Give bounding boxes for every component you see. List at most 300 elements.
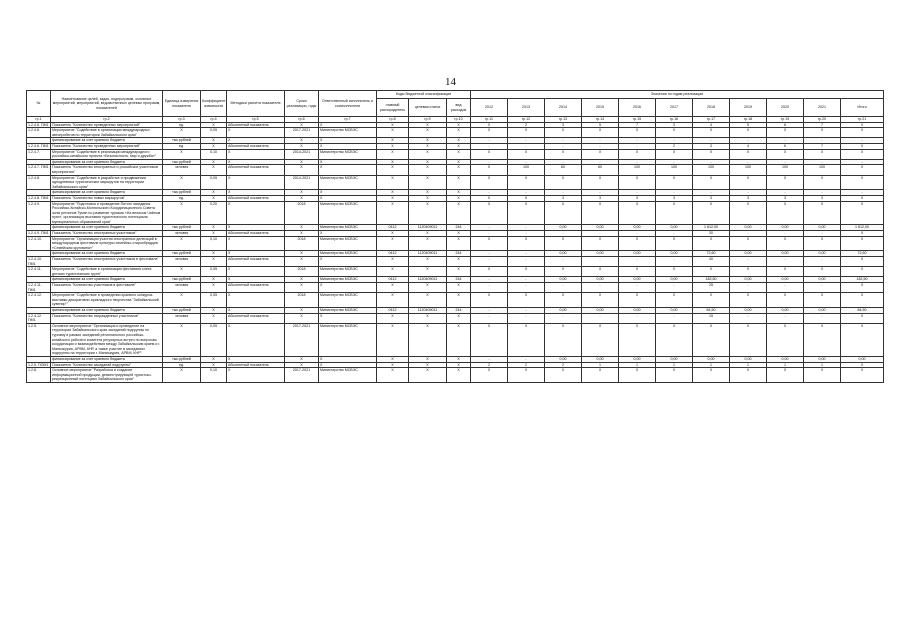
table-cell: X xyxy=(201,362,227,368)
table-cell: X xyxy=(227,201,285,225)
table-cell: X xyxy=(804,236,841,251)
table-row xyxy=(27,313,884,323)
table-cell: - xyxy=(508,251,545,257)
table-cell: X xyxy=(285,159,319,165)
table-cell: - xyxy=(508,307,545,313)
table-cell: - xyxy=(582,159,619,165)
table-cell: X xyxy=(201,190,227,196)
table-cell: Абсолютный показатель xyxy=(227,362,285,368)
table-cell: 0,05 xyxy=(201,323,227,356)
table-cell: X xyxy=(447,165,471,175)
table-cell: 7 xyxy=(804,143,841,149)
table-cell: X xyxy=(804,175,841,190)
table-cell: - xyxy=(693,159,730,165)
table-cell: 2014-2021 xyxy=(285,149,319,159)
table-cell: 25 xyxy=(693,283,730,293)
table-cell: 0,00 xyxy=(545,225,582,231)
table-cell: X xyxy=(447,236,471,251)
table-cell: 0,00 xyxy=(767,307,804,313)
header-budget-codes: Коды бюджетной классификации xyxy=(377,91,471,99)
table-cell: X xyxy=(693,128,730,138)
table-cell: X xyxy=(471,201,508,225)
table-cell: 244 xyxy=(447,307,471,313)
table-cell: 0,10 xyxy=(201,368,227,383)
table-cell: X xyxy=(409,368,447,383)
table-cell: X xyxy=(201,277,227,283)
table-cell: 1.2.4.8. ПМ1 xyxy=(28,195,49,200)
table-cell: 0,00 xyxy=(730,251,767,257)
table-cell: X xyxy=(285,190,319,196)
table-cell: X xyxy=(545,293,582,308)
table-cell: - xyxy=(471,277,508,283)
table-cell: X xyxy=(227,323,285,356)
table-cell: X xyxy=(409,257,447,267)
table-cell: X xyxy=(227,293,285,308)
table-cell: - xyxy=(730,190,767,196)
column-number: гр.5 xyxy=(227,117,285,123)
table-row xyxy=(27,149,884,159)
table-cell: тыс.рублей xyxy=(163,138,201,144)
table-cell: 3 xyxy=(730,195,767,201)
table-cell: X xyxy=(508,323,545,356)
column-number: гр.8 xyxy=(377,117,409,123)
table-row xyxy=(27,257,884,267)
table-cell: 0,00 xyxy=(582,225,619,231)
table-cell: Министерство МСВЭС xyxy=(319,368,377,383)
table-cell: 1.2.4.9. ПМ1 xyxy=(28,231,49,236)
table-cell: - xyxy=(545,143,582,149)
table-cell: Показатель "Количество проведенных мероприятий" xyxy=(51,122,163,128)
table-cell: - xyxy=(508,231,545,237)
table-cell: 2 xyxy=(656,143,693,149)
table-cell: X xyxy=(447,195,471,201)
header-year: Итого xyxy=(841,99,884,117)
table-row xyxy=(27,201,884,225)
table-cell: X xyxy=(545,149,582,159)
table-cell: X xyxy=(201,225,227,231)
table-cell: X xyxy=(201,165,227,175)
table-cell: человек xyxy=(163,283,201,293)
table-cell: X xyxy=(285,277,319,283)
column-number: гр.16 xyxy=(656,117,693,123)
table-cell: X xyxy=(163,323,201,356)
table-cell: X xyxy=(619,236,656,251)
table-cell: - xyxy=(508,313,545,323)
table-cell: X xyxy=(767,175,804,190)
header-values-by-year: Значения по годам реализации xyxy=(471,91,884,99)
header-year: 2015 xyxy=(582,99,619,117)
table-cell: - xyxy=(841,190,884,196)
table-cell: Абсолютный показатель xyxy=(227,122,285,128)
table-cell: X xyxy=(545,128,582,138)
table-cell: X xyxy=(804,368,841,383)
table-cell: X xyxy=(767,149,804,159)
table-cell: 6 xyxy=(767,143,804,149)
table-cell: Основное мероприятие "Организация и проведение на территории Забайкальского края заседаний подгруппы по туризму в рамках заседаний регионального российско-китайского рабочего комитета регулярных встреч по вопросам координации и взаимодействия между Забайкальским краем и г. Маньчжурия, АРВМ, КНР, а также участие в заседаниях подгруппы на территории г. Маньчжурия, АРВМ, КНР" xyxy=(51,323,163,356)
table-cell: X xyxy=(201,283,227,293)
table-cell: X xyxy=(447,257,471,267)
table-cell: X xyxy=(201,257,227,267)
table-cell: X xyxy=(285,231,319,237)
table-cell: - xyxy=(508,159,545,165)
table-cell: - xyxy=(545,283,582,293)
table-cell: X xyxy=(409,122,447,128)
table-cell: 0,00 xyxy=(545,251,582,257)
table-cell: X xyxy=(377,267,409,277)
table-cell: X xyxy=(319,283,377,293)
table-cell: 0 xyxy=(471,195,508,201)
table-cell: - xyxy=(545,138,582,144)
table-cell: X xyxy=(582,323,619,356)
column-number: гр.11 xyxy=(471,117,508,123)
table-cell: X xyxy=(409,149,447,159)
table-cell: X xyxy=(804,201,841,225)
table-cell: - xyxy=(508,257,545,267)
table-cell: X xyxy=(319,257,377,267)
table-cell: X xyxy=(767,293,804,308)
column-number: гр.21 xyxy=(841,117,884,123)
table-cell: - xyxy=(656,283,693,293)
table-cell: X xyxy=(508,236,545,251)
table-cell: Показатель "Количество проведенных мероприятий" xyxy=(51,143,163,149)
table-cell: X xyxy=(619,323,656,356)
table-cell: X xyxy=(163,149,201,159)
table-cell: Мероприятие "Содействие в организации международных автопробегов по территории Забайкальского края" xyxy=(51,128,163,138)
table-cell: 0412 xyxy=(377,307,409,313)
table-cell: 1120409011 xyxy=(409,251,447,257)
page-number: 14 xyxy=(445,76,456,88)
table-cell: X xyxy=(582,267,619,277)
table-cell: X xyxy=(508,293,545,308)
table-cell: 1 xyxy=(767,362,804,368)
table-cell: 1 xyxy=(619,362,656,368)
table-cell: 2017-2021 xyxy=(285,128,319,138)
table-cell: Абсолютный показатель xyxy=(227,231,285,237)
table-cell: - xyxy=(508,356,545,362)
table-cell: 0,00 xyxy=(730,356,767,362)
table-cell: X xyxy=(471,236,508,251)
table-cell: X xyxy=(377,236,409,251)
table-cell: X xyxy=(227,307,285,313)
table-cell: - xyxy=(693,138,730,144)
table-cell: 1.2.4.7. ПМ1 xyxy=(27,165,51,175)
table-cell: 1 xyxy=(730,362,767,368)
header-year: 2014 xyxy=(545,99,582,117)
table-cell: X xyxy=(693,323,730,356)
table-cell: X xyxy=(201,143,227,149)
table-cell: X xyxy=(508,128,545,138)
table-cell: Абсолютный показатель xyxy=(227,313,285,323)
table-cell: X xyxy=(508,175,545,190)
table-cell: X xyxy=(447,122,471,128)
table-cell: X xyxy=(377,165,409,175)
table-cell: 3 xyxy=(767,195,804,201)
table-cell: X xyxy=(409,165,447,175)
table-cell: X xyxy=(656,323,693,356)
table-cell: 0,00 xyxy=(656,251,693,257)
table-cell: X xyxy=(508,201,545,225)
table-cell: X xyxy=(377,293,409,308)
table-cell: X xyxy=(163,175,201,190)
table-cell: X xyxy=(201,251,227,257)
table-cell: X xyxy=(471,323,508,356)
table-cell: - xyxy=(582,257,619,267)
table-cell: - xyxy=(471,356,508,362)
table-cell: X xyxy=(285,225,319,231)
table-cell: X xyxy=(227,149,285,159)
table-cell: 100 xyxy=(730,165,767,175)
table-cell: - xyxy=(471,159,508,165)
table-cell: X xyxy=(841,293,884,308)
header-year: 2016 xyxy=(619,99,656,117)
table-cell: Мероприятие "Содействие в разработке и продвижении однодневных туристических маршрутов на территории Забайкальского края" xyxy=(51,175,163,190)
table-cell: 1120409011 xyxy=(409,307,447,313)
table-cell: 1.2.4.11. ПМ1 xyxy=(27,283,51,293)
table-cell: X xyxy=(409,236,447,251)
table-cell: 0,00 xyxy=(656,356,693,362)
table-cell: X xyxy=(201,138,227,144)
table-cell: X xyxy=(163,293,201,308)
table-cell: X xyxy=(227,368,285,383)
table-cell: 5 xyxy=(582,122,619,128)
table-cell: 0,00 xyxy=(545,356,582,362)
table-cell: 4 xyxy=(730,143,767,149)
table-cell: - xyxy=(471,257,508,267)
table-cell: 0,00 xyxy=(582,356,619,362)
table-cell: - xyxy=(804,313,841,323)
table-cell: X xyxy=(730,236,767,251)
table-cell: 1.2.6. xyxy=(27,368,51,383)
table-cell: - xyxy=(619,283,656,293)
table-row xyxy=(27,368,884,383)
table-cell: 3 xyxy=(804,195,841,201)
table-cell: 3 xyxy=(582,195,619,201)
table-cell: 1.2.4.6. ПМ1 xyxy=(28,122,49,127)
table-cell: X xyxy=(508,368,545,383)
table-cell: Мероприятие "Содействие в реализации международного российско-китайского проекта «Безопасность, мир и дружба»" xyxy=(51,149,163,159)
table-cell: X xyxy=(409,231,447,237)
header-year: 2021 xyxy=(804,99,841,117)
table-row xyxy=(27,128,884,138)
table-cell: X xyxy=(377,195,409,201)
table-cell: - xyxy=(545,190,582,196)
table-cell: X xyxy=(730,368,767,383)
table-cell: 84,50 xyxy=(841,307,884,313)
column-number: гр.1 xyxy=(27,117,51,123)
column-number: гр.17 xyxy=(693,117,730,123)
table-cell: 0 xyxy=(471,122,508,128)
table-cell: 1 xyxy=(804,362,841,368)
table-cell: X xyxy=(582,128,619,138)
table-cell: ед. xyxy=(163,143,201,149)
table-cell: - xyxy=(508,143,545,149)
table-cell: X xyxy=(377,138,409,144)
table-cell: X xyxy=(319,313,377,323)
table-cell: 1120409011 xyxy=(409,225,447,231)
column-number: гр.6 xyxy=(285,117,319,123)
table-cell: - xyxy=(656,190,693,196)
table-cell: X xyxy=(377,190,409,196)
table-cell: X xyxy=(163,236,201,251)
table-cell: человек xyxy=(163,165,201,175)
table-cell: - xyxy=(545,313,582,323)
table-cell: 3 xyxy=(545,122,582,128)
table-cell: финансирование за счет краевого бюджета xyxy=(51,138,163,144)
table-cell: 0412 xyxy=(377,277,409,283)
table-cell: 0,10 xyxy=(201,149,227,159)
table-cell: X xyxy=(285,257,319,267)
table-cell: - xyxy=(730,257,767,267)
table-cell: - xyxy=(471,225,508,231)
table-cell: X xyxy=(471,368,508,383)
table-cell: X xyxy=(319,165,377,175)
header-year: 2020 xyxy=(767,99,804,117)
table-cell: 3 xyxy=(693,143,730,149)
table-cell: Показатель "Количество участников в фестивале" xyxy=(51,283,163,293)
table-cell: Министерство МСВЭС xyxy=(319,293,377,308)
table-cell: тыс.рублей xyxy=(163,307,201,313)
table-cell: Показатель "Количество иностранных участников в фестивале" xyxy=(51,257,163,267)
header-year: 2017 xyxy=(656,99,693,117)
table-cell: X xyxy=(285,138,319,144)
table-cell: Мероприятие "Содействие в проведении краевого конкурса-выставки декоративно-прикладного творчества "Забайкальский сувенир"" xyxy=(51,293,163,308)
table-cell: 3 xyxy=(656,122,693,128)
table-cell: 0,00 xyxy=(619,356,656,362)
table-cell: 0,00 xyxy=(582,307,619,313)
table-cell: 2017-2021 xyxy=(285,323,319,356)
table-cell: X xyxy=(619,149,656,159)
table-cell: X xyxy=(377,143,409,149)
table-cell: - xyxy=(471,283,508,293)
table-cell: 100 xyxy=(508,165,545,175)
table-cell: X xyxy=(377,283,409,293)
table-cell: 3 xyxy=(693,195,730,201)
table-cell: X xyxy=(377,128,409,138)
table-cell: 0,05 xyxy=(201,267,227,277)
table-cell: X xyxy=(508,149,545,159)
header-terms: Сроки реализации, годы xyxy=(285,91,319,117)
table-cell: X xyxy=(447,128,471,138)
table-cell: - xyxy=(730,138,767,144)
header-coefficient: Коэффициент значимости xyxy=(201,91,227,117)
table-cell: X xyxy=(201,356,227,362)
table-cell: X xyxy=(693,236,730,251)
table-cell: X xyxy=(319,362,377,368)
table-cell: тыс.рублей xyxy=(163,356,201,362)
table-cell: X xyxy=(227,251,285,257)
table-cell: X xyxy=(471,128,508,138)
table-cell: X xyxy=(377,356,409,362)
table-cell: 1.2.5. ПОМ1 xyxy=(27,362,51,368)
table-cell: Министерство МСВЭС xyxy=(319,267,377,277)
table-cell: X xyxy=(447,190,471,196)
table-cell: Министерство МСВЭС xyxy=(319,201,377,225)
table-cell: X xyxy=(841,283,884,293)
table-cell: 6 xyxy=(767,122,804,128)
table-cell: X xyxy=(545,201,582,225)
table-cell: X xyxy=(377,122,409,128)
table-cell: финансирование за счет краевого бюджета xyxy=(51,251,163,257)
column-number: гр.10 xyxy=(447,117,471,123)
table-cell: X xyxy=(201,195,227,201)
table-cell: 0,00 xyxy=(619,225,656,231)
table-cell: 1.2.4.6. xyxy=(27,128,51,138)
table-cell: X xyxy=(447,175,471,190)
table-cell: 0,20 xyxy=(201,201,227,225)
table-cell: X xyxy=(582,201,619,225)
table-cell: - xyxy=(804,190,841,196)
table-cell: X xyxy=(377,175,409,190)
column-number: гр.13 xyxy=(545,117,582,123)
table-cell: X xyxy=(545,323,582,356)
table-cell: ед. xyxy=(163,122,201,128)
table-cell: - xyxy=(582,138,619,144)
table-cell: X xyxy=(227,159,285,165)
table-cell: 100 xyxy=(619,165,656,175)
table-cell: X xyxy=(730,128,767,138)
table-cell: X xyxy=(285,283,319,293)
table-cell: 0,00 xyxy=(656,277,693,283)
table-cell: 1 xyxy=(656,362,693,368)
table-cell: 0,00 xyxy=(545,277,582,283)
table-cell: X xyxy=(409,190,447,196)
table-cell: тыс.рублей xyxy=(163,251,201,257)
table-cell: Министерство МСВЭС xyxy=(319,175,377,190)
table-cell: X xyxy=(582,293,619,308)
table-cell: X xyxy=(447,159,471,165)
table-cell: 0,00 xyxy=(804,251,841,257)
table-cell: финансирование за счет краевого бюджета xyxy=(51,225,163,231)
table-cell: 1120409011 xyxy=(409,277,447,283)
table-cell: X xyxy=(409,175,447,190)
table-cell: - xyxy=(841,159,884,165)
table-cell: X xyxy=(285,362,319,368)
table-cell: - xyxy=(730,231,767,237)
table-cell: Показатель "Количество заседаний подгруппы" xyxy=(51,362,163,368)
table-cell: 0,00 xyxy=(730,307,767,313)
table-cell: X xyxy=(447,267,471,277)
table-cell: - xyxy=(656,138,693,144)
table-cell: X xyxy=(319,138,377,144)
table-cell: X xyxy=(447,293,471,308)
table-cell: X xyxy=(656,201,693,225)
table-cell: X xyxy=(656,175,693,190)
table-cell: X xyxy=(285,165,319,175)
table-cell: - xyxy=(619,138,656,144)
table-cell: 3 xyxy=(545,195,582,201)
table-cell: Показатель "Количество новых маршрутов" xyxy=(51,195,163,201)
table-cell: - xyxy=(545,159,582,165)
table-cell: 3 xyxy=(619,195,656,201)
table-cell: X xyxy=(447,149,471,159)
table-cell: ед. xyxy=(163,195,201,201)
table-cell: финансирование за счет краевого бюджета xyxy=(51,159,163,165)
table-cell: X xyxy=(471,175,508,190)
table-cell: X xyxy=(377,159,409,165)
column-number: гр.9 xyxy=(409,117,447,123)
table-cell: X xyxy=(841,122,884,128)
table-cell: - xyxy=(656,313,693,323)
header-responsible: Ответственный исполнитель и соисполнители xyxy=(319,91,377,117)
table-cell: - xyxy=(471,190,508,196)
table-cell: X xyxy=(619,267,656,277)
table-cell: - xyxy=(656,231,693,237)
table-cell: Министерство МСВЭС xyxy=(319,128,377,138)
table-cell: 0,00 xyxy=(730,225,767,231)
table-cell: Министерство МСВЭС xyxy=(319,251,377,257)
table-cell: X xyxy=(409,323,447,356)
table-cell: тыс.рублей xyxy=(163,225,201,231)
